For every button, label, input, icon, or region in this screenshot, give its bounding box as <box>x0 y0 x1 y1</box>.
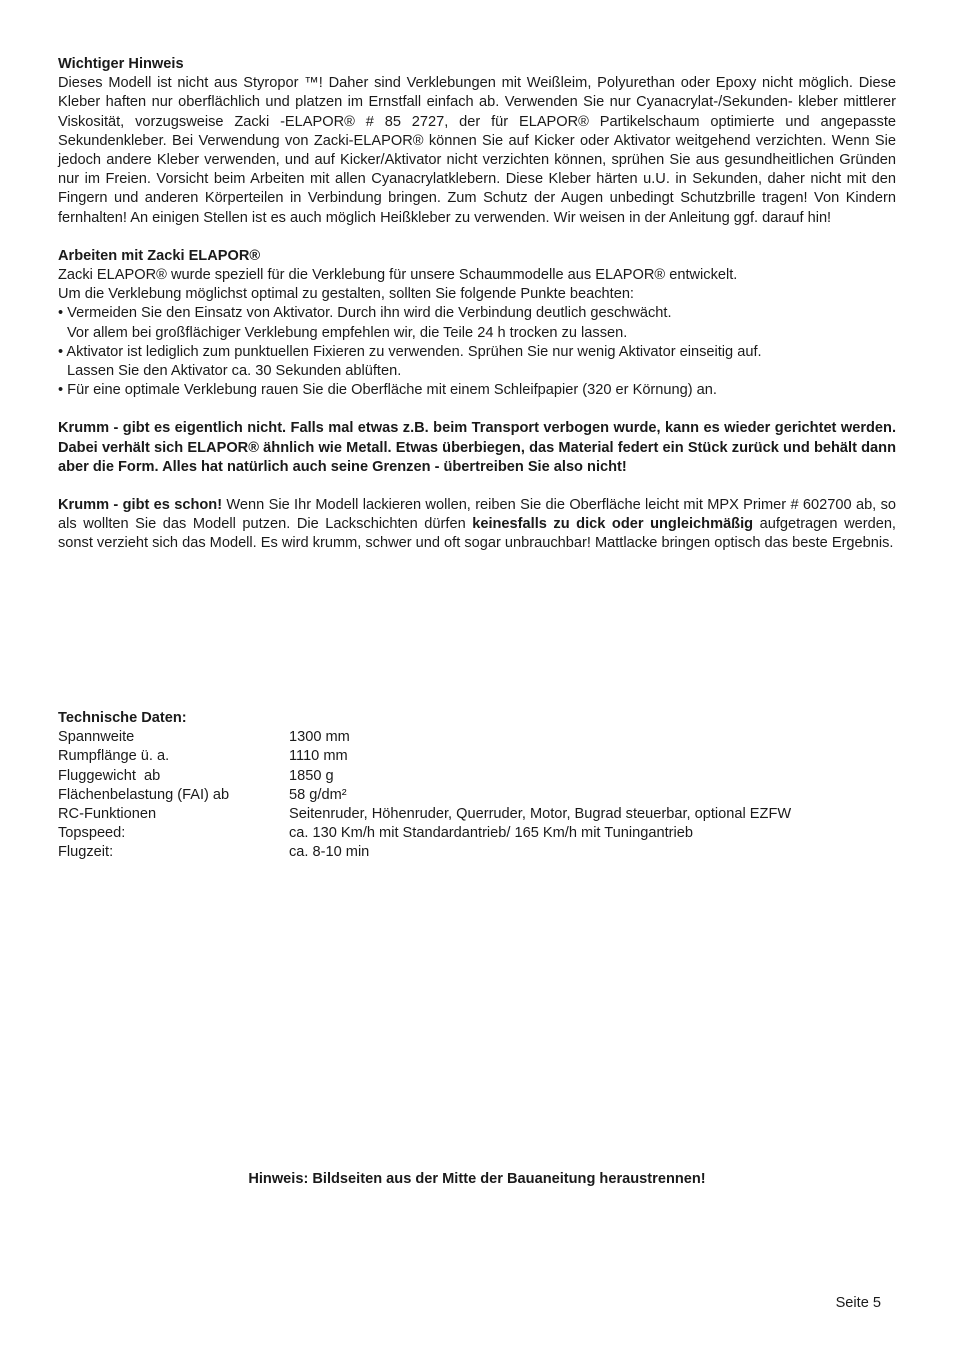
text-line: Wir weisen in der Anleitung ggf. darauf hin! <box>553 209 832 226</box>
krumm-text-2: aufgetragen werden, sonst verzieht sich das Modell. Es wird krumm, schwer und oft sogar unbrauchbar! Mattlacke bringen optisch das beste Ergebnis. <box>58 516 896 552</box>
text-line: unbedingt Schutzbrille tragen! Von Kindern fernhalten! An einigen Stellen ist es auch möglich Heißkleber zu verwenden. <box>58 190 896 226</box>
tech-value: 1110 mm <box>289 748 348 765</box>
important-notice-section <box>58 55 896 228</box>
technical-data-section <box>58 709 896 863</box>
bullet-item: • Für eine optimale Verklebung rauen Sie die Oberfläche mit einem Schleifpapier (320 er Körnung) an. <box>58 382 717 399</box>
text-line: kleber mittlerer Viskosität, vorzugsweise Zacki -ELAPOR® # 85 2727, der für ELAPOR® Partikelschaum optimierte und <box>58 94 896 130</box>
text-line: u.U. in Sekunden, daher nicht mit den Fingern und anderen Körperteilen in Verbindung bringen. Zum Schutz der Augen <box>58 171 896 207</box>
tech-label: RC-Funktionen <box>58 806 157 823</box>
tech-value: 1850 g <box>289 767 334 784</box>
detach-pages-note: Hinweis: Bildseiten aus der Mitte der Bauaneitung heraustrennen! <box>248 1171 706 1187</box>
zacki-heading: Arbeiten mit Zacki ELAPOR® <box>58 247 261 264</box>
tech-value: 58 g/dm² <box>289 786 347 803</box>
tech-label: Flugzeit: <box>58 844 114 861</box>
krumm-emphasis: keinesfalls zu dick oder ungleichmäßig <box>472 516 754 533</box>
krumm-paragraph-2 <box>58 496 896 554</box>
tech-label: Fluggewicht ab <box>58 767 161 784</box>
text-line: aus gesundheitlichen Gründen nur im Freien. Vorsicht beim Arbeiten mit allen Cyanacrylatklebern. Diese Kleber härten <box>58 152 896 188</box>
technical-data-heading: Technische Daten: <box>58 710 187 726</box>
tech-row <box>58 767 896 786</box>
page-content <box>58 55 896 554</box>
tech-row <box>58 805 896 824</box>
tech-value: Seitenruder, Höhenruder, Querruder, Motor, Bugrad steuerbar, optional EZFW <box>289 806 792 823</box>
text-line: verzichten. Wenn Sie jedoch andere Kleber verwenden, und auf Kicker/Aktivator nicht verzichten können, sprühen Sie <box>58 132 896 169</box>
krumm-text-1: Wenn Sie Ihr Modell lackieren wollen, reiben Sie die Oberfläche leicht mit MPX Primer # 602700 ab, so als wollten Sie das Modell putzen. Die Lackschichten dürfen <box>58 497 896 533</box>
text-line: angepasste Sekundenkleber. Bei Verwendung von Zacki-ELAPOR® können Sie auf Kicker oder Aktivator weitgehend <box>58 113 896 149</box>
tech-value: 1300 mm <box>289 729 350 746</box>
tech-value: ca. 130 Km/h mit Standardantrieb/ 165 Km/h mit Tuningantrieb <box>289 825 693 842</box>
tech-value: ca. 8-10 min <box>289 844 370 861</box>
text-line: Dieses Modell ist nicht aus Styropor ™! Daher sind Verklebungen mit Weißleim, Polyurethan oder Epoxy nicht möglich. <box>58 75 853 92</box>
text-line: Um die Verklebung möglichst optimal zu gestalten, sollten Sie folgende Punkte beachten: <box>58 286 634 303</box>
text-line: Zacki ELAPOR® wurde speziell für die Verklebung für unsere Schaummodelle aus ELAPOR® entwickelt. <box>58 267 738 284</box>
krumm-paragraph-1: Krumm - gibt es eigentlich nicht. Falls mal etwas z.B. beim Transport verbogen wurde, kann es wieder gerichtet werden. Dabei verhält sich ELAPOR® ähnlich wie Metall. Etwas überbiegen, das Material federt ein Stück zurück und behält dann aber die Form. Alles hat natürlich auch seine Grenzen - übertreiben Sie also nicht! <box>58 420 896 475</box>
tech-row <box>58 747 896 766</box>
text-line: Diese Kleber haften nur oberflächlich und platzen im Ernstfall einfach ab. Verwenden Sie nur Cyanacrylat-/Sekunden- <box>58 75 896 111</box>
tech-row <box>58 824 896 843</box>
tech-row <box>58 728 896 747</box>
tech-label: Flächenbelastung (FAI) ab <box>58 786 230 803</box>
tech-label: Rumpflänge ü. a. <box>58 748 170 765</box>
page-number: Seite 5 <box>835 1295 881 1311</box>
bullet-item: • Vermeiden Sie den Einsatz von Aktivator. Durch ihn wird die Verbindung deutlich geschwächt. <box>58 305 672 322</box>
tech-label: Spannweite <box>58 729 135 746</box>
bullet-continuation: Lassen Sie den Aktivator ca. 30 Sekunden ablüften. <box>67 363 402 380</box>
krumm-lead: Krumm - gibt es schon! <box>58 497 223 514</box>
bullet-continuation: Vor allem bei großflächiger Verklebung empfehlen wir, die Teile 24 h trocken zu lassen. <box>67 324 628 341</box>
important-notice-body <box>58 74 896 228</box>
important-notice-heading: Wichtiger Hinweis <box>58 56 184 72</box>
tech-row <box>58 843 896 862</box>
tech-row <box>58 786 896 805</box>
bullet-item: • Aktivator ist lediglich zum punktuellen Fixieren zu verwenden. Sprühen Sie nur wenig Aktivator einseitig auf. <box>58 343 762 360</box>
tech-label: Topspeed: <box>58 825 126 842</box>
zacki-section <box>58 247 896 401</box>
